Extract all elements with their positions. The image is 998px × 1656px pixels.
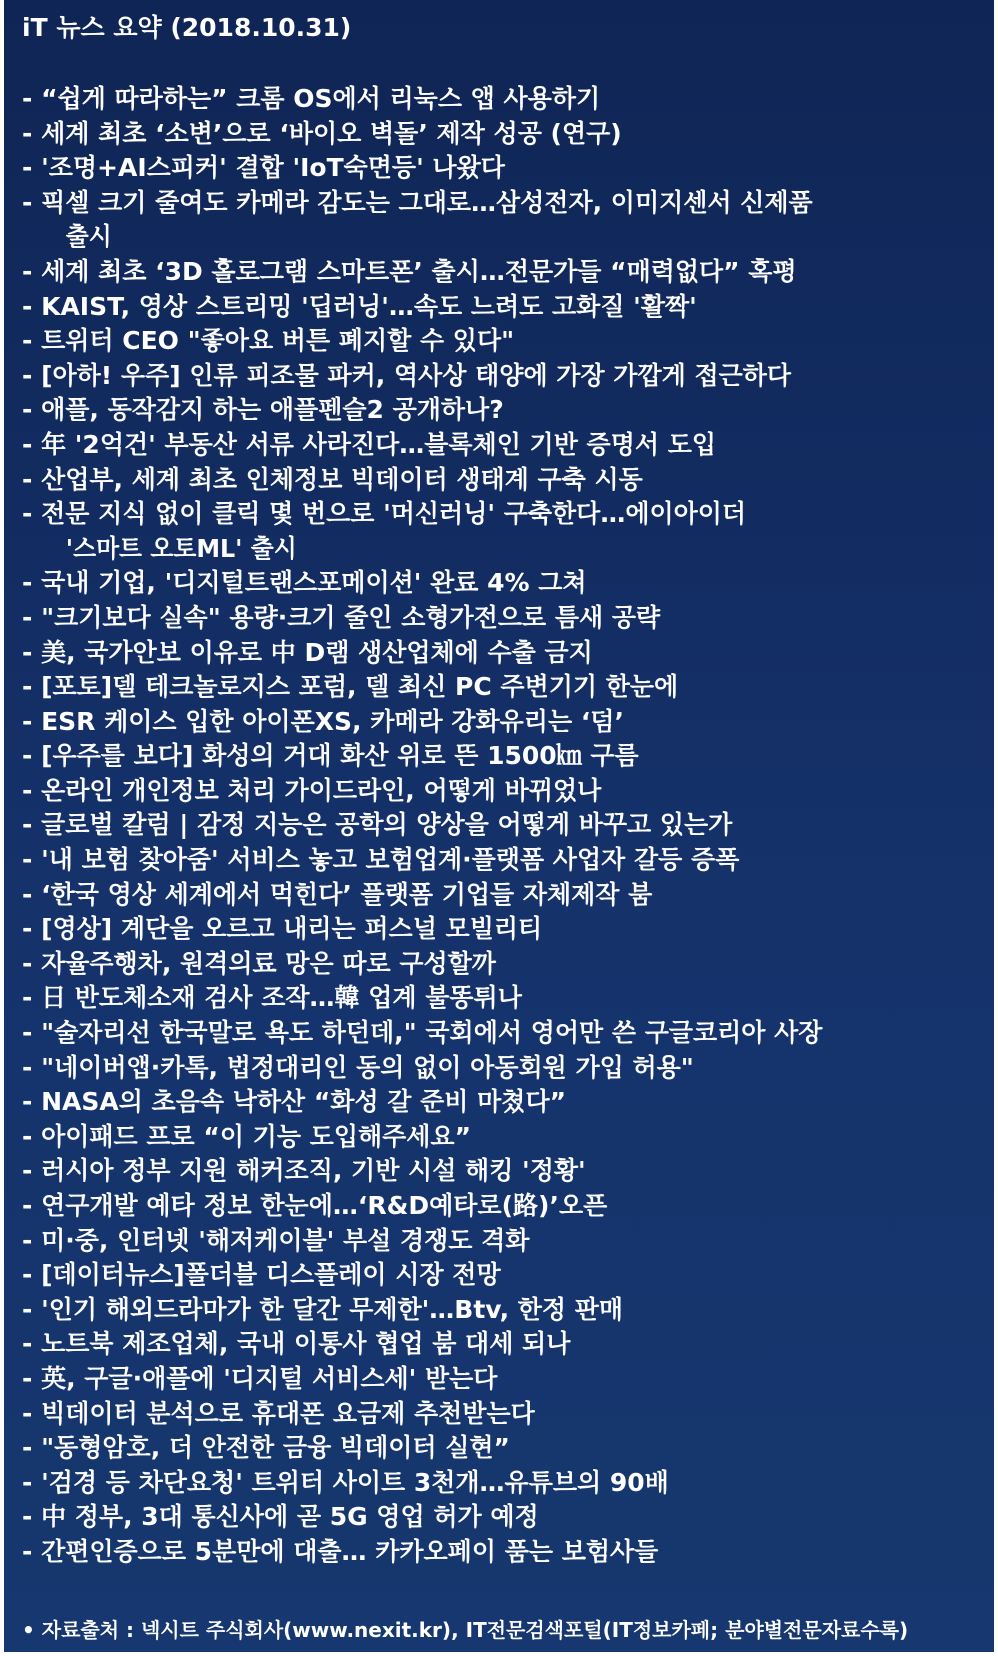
news-headline: - 세계 최초 ‘3D 홀로그램 스마트폰’ 출시…전문가들 “매력없다” 혹평 (22, 256, 797, 286)
news-item (22, 636, 976, 671)
news-headline-continuation: 출시 (65, 222, 112, 252)
page-title: iT 뉴스 요약 (2018.10.31) (22, 13, 352, 42)
news-item (22, 1293, 976, 1328)
news-item (22, 947, 976, 982)
news-headline: - 자율주행차, 원격의료 망은 따로 구성할까 (22, 948, 496, 978)
news-item (22, 1224, 976, 1259)
news-headline: - 애플, 동작감지 하는 애플펜슬2 공개하나? (22, 395, 504, 425)
news-headline: - 英, 구글·애플에 '디지털 서비스세' 받는다 (22, 1363, 498, 1393)
news-item (22, 324, 976, 359)
news-item (22, 186, 976, 255)
news-item (22, 497, 976, 566)
news-item (22, 428, 976, 463)
news-item (22, 255, 976, 290)
news-item (22, 843, 976, 878)
news-item (22, 1466, 976, 1501)
news-headline: - [아하! 우주] 인류 피조물 파커, 역사상 태양에 가장 가깝게 접근하다 (22, 360, 792, 390)
news-headline: - 트위터 CEO "좋아요 버튼 폐지할 수 있다" (22, 326, 515, 356)
news-headline: - 글로벌 칼럼 | 감정 지능은 공학의 양상을 어떻게 바꾸고 있는가 (22, 810, 733, 840)
news-item (22, 1154, 976, 1189)
news-item (22, 359, 976, 394)
news-headline: - 中 정부, 3대 통신사에 곧 5G 영업 허가 예정 (22, 1502, 539, 1532)
news-headline: - 온라인 개인정보 처리 가이드라인, 어떻게 바뀌었나 (22, 775, 602, 805)
news-item (22, 981, 976, 1016)
news-headline: - 미·중, 인터넷 '해저케이블' 부설 경쟁도 격화 (22, 1225, 530, 1255)
news-headline: - ESR 케이스 입한 아이폰XS, 카메라 강화유리는 ‘덤’ (22, 706, 624, 736)
news-item (22, 1535, 976, 1570)
news-headline: - 빅데이터 분석으로 휴대폰 요금제 추천받는다 (22, 1398, 535, 1428)
news-headline: - NASA의 초음속 낙하산 “화성 갈 준비 마쳤다” (22, 1087, 567, 1117)
news-headline: - "네이버앱·카톡, 법정대리인 동의 없이 아동회원 가입 허용" (22, 1052, 694, 1082)
news-item (22, 774, 976, 809)
news-headline: - 美, 국가안보 이유로 中 D램 생산업체에 수출 금지 (22, 637, 593, 667)
news-headline: - 노트북 제조업체, 국내 이통사 협업 붐 대세 되나 (22, 1329, 571, 1359)
news-headline: - "크기보다 실속" 용량·크기 줄인 소형가전으로 틈새 공략 (22, 602, 661, 632)
news-headline: - 픽셀 크기 줄여도 카메라 감도는 그대로…삼성전자, 이미지센서 신제품 (22, 187, 813, 217)
news-item (22, 670, 976, 705)
news-headline: - [영상] 계단을 오르고 내리는 퍼스널 모빌리티 (22, 914, 543, 944)
news-item (22, 393, 976, 428)
news-headline: - [우주를 보다] 화성의 거대 화산 위로 뜬 1500㎞ 구름 (22, 741, 639, 771)
news-item (22, 151, 976, 186)
news-headline: - 국내 기업, '디지털트랜스포메이션' 완료 4% 그쳐 (22, 568, 587, 598)
news-headline: - 전문 지식 없이 클릭 몇 번으로 '머신러닝' 구축한다…에이아이더 (22, 499, 747, 529)
news-headline: - 러시아 정부 지원 해커조직, 기반 시설 해킹 '정황' (22, 1156, 586, 1186)
news-item (22, 705, 976, 740)
news-headline: - KAIST, 영상 스트리밍 '딥러닝'…속도 느려도 고화질 '활짝' (22, 291, 697, 321)
news-headline: - '검경 등 차단요청' 트위터 사이트 3천개…유튜브의 90배 (22, 1467, 669, 1497)
news-item (22, 1327, 976, 1362)
news-item (22, 290, 976, 325)
news-headline: - [포토]델 테크놀로지스 포럼, 델 최신 PC 주변기기 한눈에 (22, 672, 679, 702)
news-headline: - '조명+AI스피커' 결합 'IoT숙면등' 나왔다 (22, 153, 505, 183)
news-headline: - 年 '2억건' 부동산 서류 사라진다…블록체인 기반 증명서 도입 (22, 429, 717, 459)
news-item (22, 808, 976, 843)
news-item (22, 1362, 976, 1397)
news-headline: - 아이패드 프로 “이 기능 도입해주세요” (22, 1121, 472, 1151)
news-headline: - 간편인증으로 5분만에 대출… 카카오페이 품는 보험사들 (22, 1536, 659, 1566)
news-headline: - 日 반도체소재 검사 조작…韓 업계 불똥튀나 (22, 983, 522, 1013)
news-headline: - 연구개발 예타 정보 한눈에…‘R&D예타로(路)’오픈 (22, 1191, 608, 1220)
news-headline: - '내 보험 찾아줌' 서비스 놓고 보험업계·플랫폼 사업자 갈등 증폭 (22, 845, 740, 875)
news-headline: - '인기 해외드라마가 한 달간 무제한'…Btv, 한정 판매 (22, 1294, 624, 1324)
news-headline: - [데이터뉴스]폴더블 디스플레이 시장 전망 (22, 1260, 501, 1290)
news-headline-continuation: '스마트 오토ML' 출시 (65, 533, 297, 563)
news-headline: - 세계 최초 ‘소변’으로 ‘바이오 벽돌’ 제작 성공 (연구) (22, 118, 622, 148)
news-item (22, 566, 976, 601)
news-summary-panel (4, 0, 994, 1652)
news-item (22, 878, 976, 913)
news-headline: - "술자리선 한국말로 욕도 하던데," 국회에서 영어만 쓴 구글코리아 사장 (22, 1018, 823, 1048)
news-item (22, 1120, 976, 1155)
news-item (22, 1258, 976, 1293)
news-item (22, 1189, 976, 1224)
news-item (22, 739, 976, 774)
news-item (22, 1051, 976, 1086)
news-item (22, 601, 976, 636)
news-item (22, 912, 976, 947)
news-item (22, 1016, 976, 1051)
news-headline: - "동형암호, 더 안전한 금융 빅데이터 실현” (22, 1433, 510, 1463)
news-headline: - “쉽게 따라하는” 크롬 OS에서 리눅스 앱 사용하기 (22, 84, 601, 113)
source-note: • 자료출처 : 넥시트 주식회사(www.nexit.kr), IT전문검색포털(IT정보카페; 분야별전문자료수록) (22, 1618, 909, 1642)
news-headline: - 산업부, 세계 최초 인체정보 빅데이터 생태계 구축 시동 (22, 464, 643, 494)
news-item (22, 1397, 976, 1432)
news-item (22, 463, 976, 498)
news-item (22, 1500, 976, 1535)
news-item (22, 117, 976, 152)
news-item (22, 1431, 976, 1466)
news-item (22, 82, 976, 117)
news-item (22, 1085, 976, 1120)
news-list (22, 82, 976, 1570)
news-headline: - ‘한국 영상 세계에서 먹힌다’ 플랫폼 기업들 자체제작 붐 (22, 879, 653, 909)
